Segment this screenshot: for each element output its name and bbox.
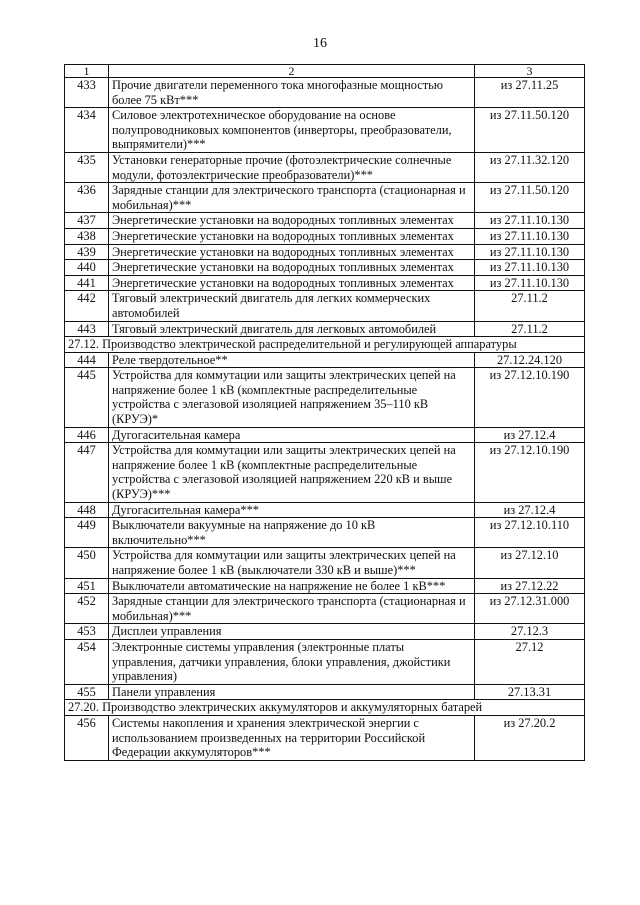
row-okpd-code: из 27.11.50.120 bbox=[475, 108, 585, 153]
row-product-name: Системы накопления и хранения электрической энергии с использованием произведенных на территории Российской Федерации аккумуляторов*** bbox=[109, 715, 475, 760]
table-row bbox=[65, 108, 585, 153]
table-row bbox=[65, 78, 585, 108]
row-product-name: Выключатели автоматические на напряжение не более 1 кВ*** bbox=[109, 578, 475, 594]
table-header-row bbox=[65, 65, 585, 78]
row-product-name: Энергетические установки на водородных топливных элементах bbox=[109, 228, 475, 244]
row-product-name: Реле твердотельное** bbox=[109, 352, 475, 368]
table-body bbox=[65, 78, 585, 761]
row-okpd-code: 27.11.2 bbox=[475, 291, 585, 321]
table-row bbox=[65, 684, 585, 700]
row-okpd-code: из 27.12.10.110 bbox=[475, 518, 585, 548]
row-okpd-code: из 27.20.2 bbox=[475, 715, 585, 760]
section-row bbox=[65, 337, 585, 353]
section-heading: 27.12. Производство электрической распределительной и регулирующей аппаратуры bbox=[65, 337, 585, 353]
table-row bbox=[65, 275, 585, 291]
row-number: 454 bbox=[65, 639, 109, 684]
row-okpd-code: из 27.11.10.130 bbox=[475, 213, 585, 229]
table-row bbox=[65, 548, 585, 578]
row-number: 437 bbox=[65, 213, 109, 229]
row-okpd-code: из 27.11.32.120 bbox=[475, 152, 585, 182]
table-row bbox=[65, 518, 585, 548]
row-number: 449 bbox=[65, 518, 109, 548]
row-number: 433 bbox=[65, 78, 109, 108]
row-product-name: Дисплеи управления bbox=[109, 624, 475, 640]
row-number: 453 bbox=[65, 624, 109, 640]
row-product-name: Силовое электротехническое оборудование на основе полупроводниковых компонентов (инверторы, преобразователи, выпрямители)*** bbox=[109, 108, 475, 153]
row-product-name: Устройства для коммутации или защиты электрических цепей на напряжение более 1 кВ (выключатели 330 кВ и выше)*** bbox=[109, 548, 475, 578]
table-row bbox=[65, 321, 585, 337]
table-row bbox=[65, 291, 585, 321]
table-row bbox=[65, 427, 585, 443]
row-number: 438 bbox=[65, 228, 109, 244]
row-product-name: Энергетические установки на водородных топливных элементах bbox=[109, 260, 475, 276]
column-header-name: 2 bbox=[109, 65, 475, 78]
row-product-name: Энергетические установки на водородных топливных элементах bbox=[109, 213, 475, 229]
row-okpd-code: 27.11.2 bbox=[475, 321, 585, 337]
table-row bbox=[65, 578, 585, 594]
row-number: 442 bbox=[65, 291, 109, 321]
section-row bbox=[65, 700, 585, 716]
row-okpd-code: из 27.11.10.130 bbox=[475, 275, 585, 291]
row-number: 456 bbox=[65, 715, 109, 760]
table-row bbox=[65, 213, 585, 229]
row-product-name: Устройства для коммутации или защиты электрических цепей на напряжение более 1 кВ (комплектные распределительные устройства с элегазовой изоляцией напряжением 220 кВ и выше (КРУЭ)*** bbox=[109, 443, 475, 502]
row-okpd-code: 27.12.3 bbox=[475, 624, 585, 640]
row-number: 443 bbox=[65, 321, 109, 337]
table-row bbox=[65, 228, 585, 244]
page-number: 16 bbox=[313, 36, 327, 51]
row-number: 450 bbox=[65, 548, 109, 578]
row-okpd-code: из 27.12.31.000 bbox=[475, 594, 585, 624]
row-number: 440 bbox=[65, 260, 109, 276]
row-product-name: Энергетические установки на водородных топливных элементах bbox=[109, 275, 475, 291]
row-product-name: Тяговый электрический двигатель для легковых автомобилей bbox=[109, 321, 475, 337]
table-row bbox=[65, 639, 585, 684]
row-number: 455 bbox=[65, 684, 109, 700]
row-okpd-code: 27.12 bbox=[475, 639, 585, 684]
row-number: 441 bbox=[65, 275, 109, 291]
row-okpd-code: из 27.11.10.130 bbox=[475, 260, 585, 276]
table-row bbox=[65, 368, 585, 427]
table-row bbox=[65, 443, 585, 502]
row-product-name: Зарядные станции для электрического транспорта (стационарная и мобильная)*** bbox=[109, 183, 475, 213]
row-number: 445 bbox=[65, 368, 109, 427]
table-row bbox=[65, 624, 585, 640]
row-product-name: Дугогасительная камера*** bbox=[109, 502, 475, 518]
row-okpd-code: из 27.11.10.130 bbox=[475, 228, 585, 244]
row-number: 447 bbox=[65, 443, 109, 502]
row-okpd-code: из 27.11.50.120 bbox=[475, 183, 585, 213]
row-product-name: Тяговый электрический двигатель для легких коммерческих автомобилей bbox=[109, 291, 475, 321]
row-okpd-code: из 27.12.10.190 bbox=[475, 443, 585, 502]
row-product-name: Электронные системы управления (электронные платы управления, датчики управления, блоки управления, джойстики управления) bbox=[109, 639, 475, 684]
table-row bbox=[65, 244, 585, 260]
row-okpd-code: из 27.11.10.130 bbox=[475, 244, 585, 260]
row-okpd-code: из 27.12.4 bbox=[475, 427, 585, 443]
products-table bbox=[64, 64, 585, 761]
row-okpd-code: 27.13.31 bbox=[475, 684, 585, 700]
row-number: 436 bbox=[65, 183, 109, 213]
table-row bbox=[65, 594, 585, 624]
table-row bbox=[65, 183, 585, 213]
table-row bbox=[65, 715, 585, 760]
row-product-name: Дугогасительная камера bbox=[109, 427, 475, 443]
row-okpd-code: из 27.11.25 bbox=[475, 78, 585, 108]
row-product-name: Установки генераторные прочие (фотоэлектрические солнечные модули, фотоэлектрические преобразователи)*** bbox=[109, 152, 475, 182]
column-header-code: 3 bbox=[475, 65, 585, 78]
row-number: 446 bbox=[65, 427, 109, 443]
row-product-name: Выключатели вакуумные на напряжение до 10 кВ включительно*** bbox=[109, 518, 475, 548]
row-number: 435 bbox=[65, 152, 109, 182]
row-okpd-code: 27.12.24.120 bbox=[475, 352, 585, 368]
row-okpd-code: из 27.12.22 bbox=[475, 578, 585, 594]
row-product-name: Прочие двигатели переменного тока многофазные мощностью более 75 кВт*** bbox=[109, 78, 475, 108]
row-product-name: Энергетические установки на водородных топливных элементах bbox=[109, 244, 475, 260]
row-okpd-code: из 27.12.4 bbox=[475, 502, 585, 518]
row-number: 434 bbox=[65, 108, 109, 153]
row-product-name: Устройства для коммутации или защиты электрических цепей на напряжение более 1 кВ (комплектные распределительные устройства с элегазовой изоляцией напряжением 35–110 кВ (КРУЭ)* bbox=[109, 368, 475, 427]
column-header-number: 1 bbox=[65, 65, 109, 78]
row-number: 451 bbox=[65, 578, 109, 594]
table-row bbox=[65, 152, 585, 182]
row-number: 448 bbox=[65, 502, 109, 518]
section-heading: 27.20. Производство электрических аккумуляторов и аккумуляторных батарей bbox=[65, 700, 585, 716]
table-row bbox=[65, 260, 585, 276]
row-number: 439 bbox=[65, 244, 109, 260]
row-product-name: Панели управления bbox=[109, 684, 475, 700]
row-number: 452 bbox=[65, 594, 109, 624]
row-okpd-code: из 27.12.10 bbox=[475, 548, 585, 578]
table-row bbox=[65, 502, 585, 518]
row-number: 444 bbox=[65, 352, 109, 368]
row-okpd-code: из 27.12.10.190 bbox=[475, 368, 585, 427]
table-row bbox=[65, 352, 585, 368]
row-product-name: Зарядные станции для электрического транспорта (стационарная и мобильная)*** bbox=[109, 594, 475, 624]
